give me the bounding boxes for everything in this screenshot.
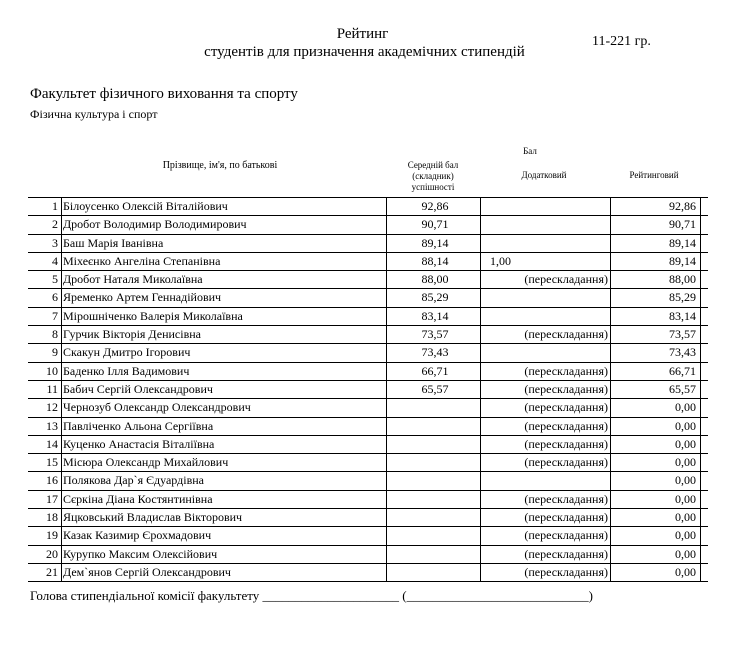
row-number: 8 xyxy=(52,327,58,342)
table-row xyxy=(28,527,708,545)
column-divider xyxy=(386,308,387,325)
column-divider xyxy=(386,454,387,471)
column-divider xyxy=(700,198,701,215)
column-divider xyxy=(386,363,387,380)
column-divider xyxy=(610,308,611,325)
column-divider xyxy=(61,527,62,544)
student-name: Мірошніченко Валерія Миколаївна xyxy=(63,308,243,323)
student-name: Баш Марія Іванівна xyxy=(63,235,164,250)
column-divider xyxy=(480,472,481,489)
average-score: 73,57 xyxy=(421,327,449,342)
group-label: 11-221 гр. xyxy=(592,34,651,49)
column-divider xyxy=(61,308,62,325)
retake-note: (перескладання) xyxy=(524,272,608,287)
column-divider xyxy=(610,491,611,508)
student-name: Куценко Анастасія Віталіївна xyxy=(63,436,215,451)
average-score: 89,14 xyxy=(421,235,449,250)
rating-score: 0,00 xyxy=(675,528,696,543)
column-divider xyxy=(386,436,387,453)
column-divider xyxy=(700,454,701,471)
column-divider xyxy=(610,564,611,581)
average-score: 85,29 xyxy=(421,290,449,305)
retake-note: (перескладання) xyxy=(524,381,608,396)
student-name: Гурчик Вікторія Денисівна xyxy=(63,327,201,342)
column-divider xyxy=(386,509,387,526)
column-divider xyxy=(480,216,481,233)
column-divider xyxy=(480,235,481,252)
column-divider xyxy=(61,564,62,581)
row-number: 3 xyxy=(52,235,58,250)
row-number: 1 xyxy=(52,199,58,213)
column-divider xyxy=(386,344,387,361)
specialty-label: Фізична культура і спорт xyxy=(30,107,158,121)
rating-score: 89,14 xyxy=(669,235,696,250)
column-divider xyxy=(610,399,611,416)
column-divider xyxy=(700,289,701,306)
retake-note: (перескладання) xyxy=(524,363,608,378)
table-row xyxy=(28,491,708,509)
column-divider xyxy=(386,289,387,306)
average-score: 73,43 xyxy=(421,345,449,360)
rating-table xyxy=(28,197,708,582)
retake-note: (перескладання) xyxy=(524,400,608,415)
column-divider xyxy=(610,326,611,343)
column-divider xyxy=(61,546,62,563)
student-name: Дробот Наталя Миколаївна xyxy=(63,272,203,287)
column-divider xyxy=(480,253,481,270)
column-divider xyxy=(700,381,701,398)
column-divider xyxy=(480,326,481,343)
column-divider xyxy=(480,564,481,581)
column-divider xyxy=(61,418,62,435)
column-divider xyxy=(700,472,701,489)
student-name: Павліченко Альона Сергіївна xyxy=(63,418,214,433)
table-row xyxy=(28,289,708,307)
average-score: 90,71 xyxy=(421,217,449,232)
retake-note: (перескладання) xyxy=(524,455,608,470)
row-number: 14 xyxy=(46,436,58,451)
column-divider xyxy=(700,399,701,416)
column-divider xyxy=(386,253,387,270)
rating-score: 0,00 xyxy=(675,491,696,506)
column-divider xyxy=(386,235,387,252)
column-divider xyxy=(386,381,387,398)
rating-score: 0,00 xyxy=(675,400,696,415)
column-divider xyxy=(610,454,611,471)
table-row xyxy=(28,399,708,417)
student-name: Чернозуб Олександр Олександрович xyxy=(63,400,251,415)
column-divider xyxy=(610,546,611,563)
student-name: Полякова Дар`я Єдуардівна xyxy=(63,473,204,488)
column-divider xyxy=(480,271,481,288)
rating-score: 0,00 xyxy=(675,564,696,579)
rating-score: 0,00 xyxy=(675,418,696,433)
row-number: 9 xyxy=(52,345,58,360)
column-divider xyxy=(480,344,481,361)
column-divider xyxy=(480,381,481,398)
column-divider xyxy=(480,491,481,508)
row-number: 16 xyxy=(46,473,58,488)
column-divider xyxy=(610,381,611,398)
table-row xyxy=(28,454,708,472)
table-row xyxy=(28,418,708,436)
column-divider xyxy=(700,271,701,288)
table-row xyxy=(28,436,708,454)
retake-note: (перескладання) xyxy=(524,546,608,561)
rating-score: 0,00 xyxy=(675,510,696,525)
column-divider xyxy=(61,344,62,361)
student-name: Казак Казимир Єрохмадович xyxy=(63,528,212,543)
column-divider xyxy=(480,527,481,544)
column-divider xyxy=(480,198,481,215)
student-name: Місюра Олександр Михайлович xyxy=(63,455,229,470)
column-divider xyxy=(480,418,481,435)
column-divider xyxy=(700,491,701,508)
column-divider xyxy=(700,253,701,270)
table-row xyxy=(28,253,708,271)
column-divider xyxy=(610,344,611,361)
average-score: 92,86 xyxy=(421,199,449,213)
column-divider xyxy=(700,235,701,252)
column-divider xyxy=(700,527,701,544)
student-name: Дробот Володимир Володимирович xyxy=(63,217,247,232)
column-divider xyxy=(386,418,387,435)
table-row xyxy=(28,564,708,582)
table-row xyxy=(28,271,708,289)
column-divider xyxy=(61,289,62,306)
row-number: 11 xyxy=(46,381,58,396)
column-divider xyxy=(700,564,701,581)
student-name: Курупко Максим Олексійович xyxy=(63,546,218,561)
column-divider xyxy=(386,198,387,215)
document-subtitle: студентів для призначення академічних стипендій xyxy=(204,44,525,60)
column-divider xyxy=(610,363,611,380)
column-divider xyxy=(610,289,611,306)
table-row xyxy=(28,197,708,216)
student-name: Сєркіна Діана Костянтинівна xyxy=(63,491,213,506)
rating-score: 0,00 xyxy=(675,473,696,488)
rating-score: 66,71 xyxy=(669,363,696,378)
column-divider xyxy=(61,381,62,398)
column-divider xyxy=(61,363,62,380)
column-divider xyxy=(700,344,701,361)
table-row xyxy=(28,381,708,399)
retake-note: (перескладання) xyxy=(524,436,608,451)
column-divider xyxy=(610,527,611,544)
table-row xyxy=(28,235,708,253)
column-divider xyxy=(480,363,481,380)
column-header-rating: Рейтинговий xyxy=(629,170,679,180)
row-number: 4 xyxy=(52,253,58,268)
column-divider xyxy=(610,436,611,453)
student-name: Яременко Артем Геннадійович xyxy=(63,290,222,305)
additional-score: 1,00 xyxy=(490,253,511,268)
retake-note: (перескладання) xyxy=(524,528,608,543)
table-row xyxy=(28,216,708,234)
column-divider xyxy=(61,271,62,288)
column-divider xyxy=(610,216,611,233)
retake-note: (перескладання) xyxy=(524,418,608,433)
column-header-additional: Додатковий xyxy=(521,170,567,180)
column-divider xyxy=(386,472,387,489)
column-divider xyxy=(61,491,62,508)
row-number: 10 xyxy=(46,363,58,378)
column-divider xyxy=(610,418,611,435)
column-divider xyxy=(480,436,481,453)
rating-score: 0,00 xyxy=(675,436,696,451)
column-divider xyxy=(61,216,62,233)
column-divider xyxy=(700,546,701,563)
average-score: 88,14 xyxy=(421,253,449,268)
column-divider xyxy=(700,326,701,343)
faculty-label: Факультет фізичного виховання та спорту xyxy=(30,86,298,102)
column-divider xyxy=(610,235,611,252)
table-row xyxy=(28,344,708,362)
rating-score: 0,00 xyxy=(675,455,696,470)
column-header-avg: Середній бал (складник) успішності xyxy=(407,160,459,192)
column-divider xyxy=(700,509,701,526)
average-score: 65,57 xyxy=(421,381,449,396)
row-number: 18 xyxy=(46,510,58,525)
retake-note: (перескладання) xyxy=(524,491,608,506)
rating-score: 65,57 xyxy=(669,381,696,396)
student-name: Міхеєнко Ангеліна Степанівна xyxy=(63,253,221,268)
column-divider xyxy=(61,472,62,489)
row-number: 19 xyxy=(46,528,58,543)
column-divider xyxy=(386,271,387,288)
column-divider xyxy=(386,527,387,544)
row-number: 15 xyxy=(46,455,58,470)
rating-score: 73,43 xyxy=(669,345,696,360)
column-divider xyxy=(386,491,387,508)
column-divider xyxy=(61,509,62,526)
column-divider xyxy=(610,509,611,526)
row-number: 21 xyxy=(46,564,58,579)
column-divider xyxy=(610,271,611,288)
row-number: 5 xyxy=(52,272,58,287)
column-divider xyxy=(386,546,387,563)
student-name: Яцковський Владислав Вікторович xyxy=(63,510,243,525)
column-divider xyxy=(610,472,611,489)
average-score: 83,14 xyxy=(421,308,449,323)
retake-note: (перескладання) xyxy=(524,564,608,579)
column-divider xyxy=(386,326,387,343)
column-divider xyxy=(61,436,62,453)
table-row xyxy=(28,472,708,490)
average-score: 66,71 xyxy=(421,363,449,378)
table-row xyxy=(28,546,708,564)
column-divider xyxy=(386,564,387,581)
column-divider xyxy=(700,363,701,380)
rating-score: 83,14 xyxy=(669,308,696,323)
row-number: 17 xyxy=(46,491,58,506)
column-divider xyxy=(386,399,387,416)
column-divider xyxy=(480,509,481,526)
rating-score: 0,00 xyxy=(675,546,696,561)
column-divider xyxy=(61,235,62,252)
column-header-bal: Бал xyxy=(523,146,537,156)
row-number: 13 xyxy=(46,418,58,433)
student-name: Бабич Сергій Олександрович xyxy=(63,381,213,396)
column-divider xyxy=(480,454,481,471)
column-divider xyxy=(480,399,481,416)
column-divider xyxy=(61,399,62,416)
document-title: Рейтинг xyxy=(336,26,389,42)
column-header-name: Прізвище, ім'я, по батькові xyxy=(162,160,278,171)
rating-score: 88,00 xyxy=(669,272,696,287)
column-divider xyxy=(480,308,481,325)
column-divider xyxy=(700,308,701,325)
row-number: 7 xyxy=(52,308,58,323)
rating-score: 85,29 xyxy=(669,290,696,305)
student-name: Скакун Дмитро Ігорович xyxy=(63,345,191,360)
column-divider xyxy=(700,216,701,233)
rating-score: 89,14 xyxy=(669,253,696,268)
row-number: 2 xyxy=(52,217,58,232)
student-name: Білоусенко Олексій Віталійович xyxy=(63,199,228,213)
table-row xyxy=(28,308,708,326)
rating-score: 92,86 xyxy=(669,199,696,213)
row-number: 20 xyxy=(46,546,58,561)
row-number: 6 xyxy=(52,290,58,305)
column-divider xyxy=(700,436,701,453)
rating-score: 90,71 xyxy=(669,217,696,232)
column-divider xyxy=(480,289,481,306)
column-divider xyxy=(386,216,387,233)
table-row xyxy=(28,363,708,381)
column-divider xyxy=(61,253,62,270)
column-divider xyxy=(61,326,62,343)
column-divider xyxy=(480,546,481,563)
student-name: Баденко Ілля Вадимович xyxy=(63,363,190,378)
signature-line: Голова стипендіальної комісії факультету _____________________ (____________________________) xyxy=(30,588,593,603)
column-divider xyxy=(610,198,611,215)
student-name: Дем`янов Сергій Олександрович xyxy=(63,564,231,579)
average-score: 88,00 xyxy=(421,272,449,287)
table-row xyxy=(28,326,708,344)
row-number: 12 xyxy=(46,400,58,415)
column-divider xyxy=(61,198,62,215)
retake-note: (перескладання) xyxy=(524,327,608,342)
column-divider xyxy=(610,253,611,270)
rating-score: 73,57 xyxy=(669,327,696,342)
column-divider xyxy=(700,418,701,435)
column-divider xyxy=(61,454,62,471)
table-row xyxy=(28,509,708,527)
retake-note: (перескладання) xyxy=(524,510,608,525)
